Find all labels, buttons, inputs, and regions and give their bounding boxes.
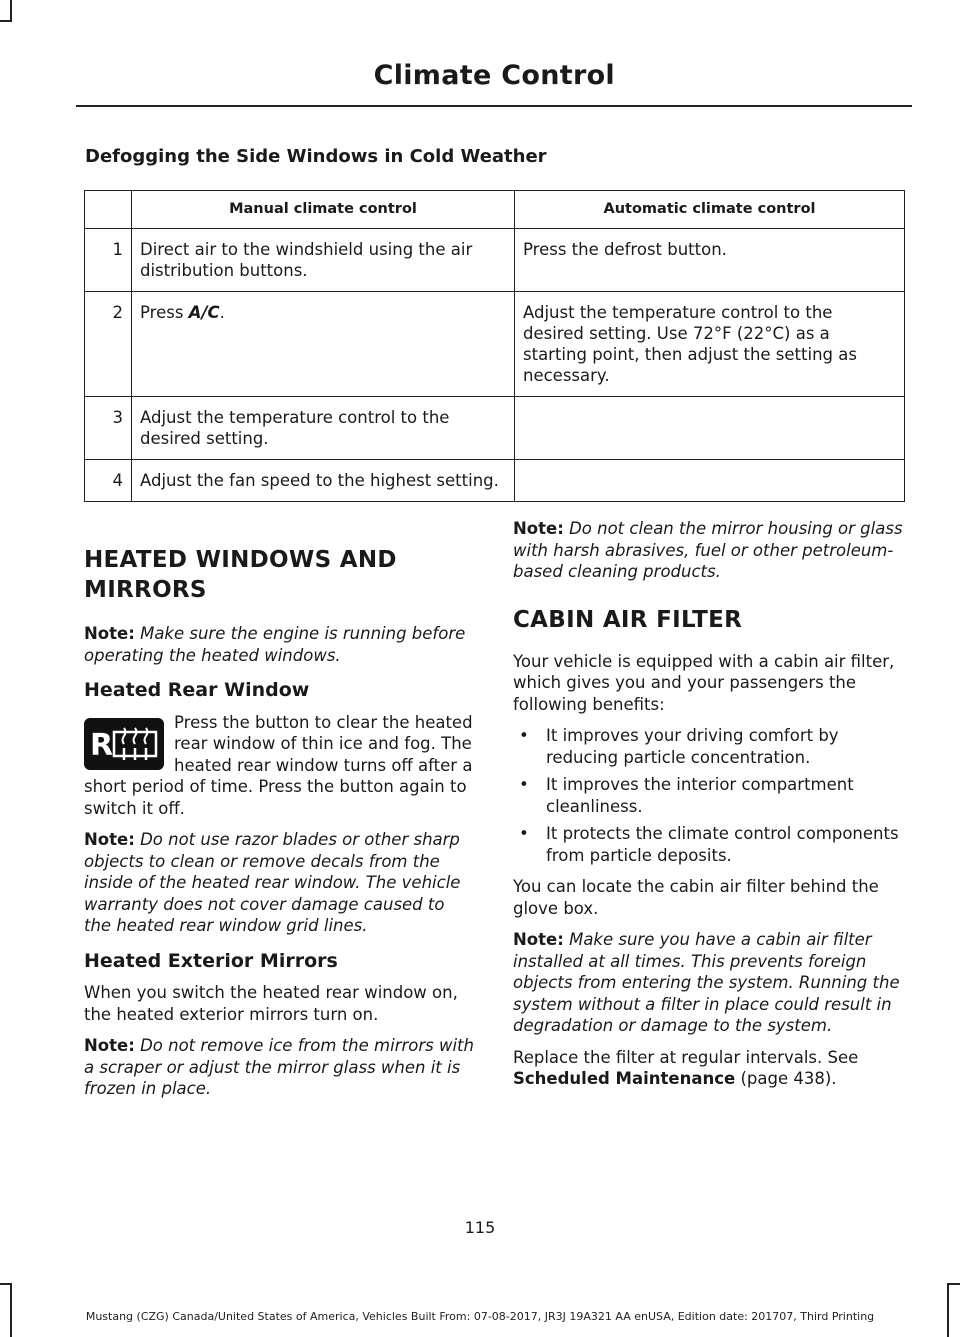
note-label: Note: [513, 519, 564, 538]
row-manual-prefix: Press [140, 303, 189, 322]
heated-title [84, 545, 476, 605]
row-number: 4 [85, 460, 132, 502]
table-row [85, 229, 905, 292]
list-item-text: It protects the climate control components from particle deposits. [546, 824, 899, 865]
table-header-manual: Manual climate control [132, 191, 515, 229]
row-number: 2 [85, 292, 132, 397]
heated-title-line1: HEATED WINDOWS AND [84, 547, 397, 573]
heated-exterior-mirrors-title: Heated Exterior Mirrors [84, 949, 338, 972]
table-row [85, 292, 905, 397]
rear-defrost-icon-graphic [84, 718, 164, 770]
note-mirror-ice [84, 1035, 476, 1100]
scheduled-maintenance-link[interactable]: Scheduled Maintenance [513, 1069, 736, 1088]
defog-table [84, 190, 905, 502]
section-title: Defogging the Side Windows in Cold Weather [85, 146, 547, 167]
list-item [513, 823, 908, 866]
table-header-row [85, 191, 905, 229]
row-automatic-cell [515, 397, 905, 460]
replace-prefix: Replace the filter at regular intervals. See [513, 1047, 859, 1067]
benefits-list [513, 725, 908, 866]
table-row [85, 460, 905, 502]
page-header-title: Climate Control [373, 60, 615, 91]
note-razor-blades [84, 829, 476, 937]
cabin-filter-intro: Your vehicle is equipped with a cabin air filter, which gives you and your passengers the following benefits: [513, 651, 895, 714]
crop-mark-bottom-right-h [947, 1283, 960, 1285]
note-label: Note: [84, 830, 135, 849]
note-engine-running [84, 623, 476, 666]
list-item-text: It improves the interior compartment cleanliness. [546, 775, 854, 816]
note-label: Note: [513, 930, 564, 949]
locate-filter-text: You can locate the cabin air filter behind the glove box. [513, 877, 879, 918]
bullet-dot: • [519, 775, 529, 794]
row-automatic-cell: Press the defrost button. [515, 229, 905, 292]
row-automatic-cell: Adjust the temperature control to the desired setting. Use 72°F (22°C) as a starting point, then adjust the setting as necessary. [515, 292, 905, 397]
bullet-dot: • [519, 824, 529, 843]
table-row [85, 397, 905, 460]
note-label: Note: [84, 624, 135, 643]
note-mirror-housing [513, 518, 908, 583]
heated-rear-window-title: Heated Rear Window [84, 679, 310, 701]
table-header-num [85, 191, 132, 229]
crop-mark-bottom-left-h [0, 1283, 12, 1285]
note-body: Do not remove ice from the mirrors with a scraper or adjust the mirror glass when it is frozen in place. [84, 1036, 474, 1098]
row-manual-cell: Adjust the temperature control to the desired setting. [132, 397, 515, 460]
note-filter-installed [513, 929, 908, 1037]
heated-rear-window-body: Press the button to clear the heated rear window of thin ice and fog. The heated rear window turns off after a short period of time. Press the button again to switch it off. [84, 712, 473, 818]
replace-suffix: (page 438). [735, 1069, 837, 1088]
table-header-automatic: Automatic climate control [515, 191, 905, 229]
crop-mark-top-left-h [0, 20, 12, 22]
heated-rear-window-text [84, 712, 476, 820]
replace-filter-text [513, 1047, 908, 1090]
note-body: Make sure you have a cabin air filter installed at all times. This prevents foreign objects from entering the system. Running the system without a filter in place could result in degradation or damage to the system. [513, 930, 900, 1035]
note-body: Make sure the engine is running before operating the heated windows. [84, 624, 466, 665]
right-column [513, 518, 908, 1100]
note-body: Do not clean the mirror housing or glass with harsh abrasives, fuel or other petroleum-based cleaning products. [513, 519, 903, 581]
row-manual-suffix: . [219, 303, 225, 322]
cabin-air-filter-title: CABIN AIR FILTER [513, 606, 743, 633]
row-number: 3 [85, 397, 132, 460]
header-rule [76, 105, 912, 107]
row-automatic-cell [515, 460, 905, 502]
ac-label: A/C [188, 303, 220, 322]
row-number: 1 [85, 229, 132, 292]
page-footer: Mustang (CZG) Canada/United States of America, Vehicles Built From: 07-08-2017, JR3J 19A321 AA enUSA, Edition date: 201707, Third Printing [85, 1310, 875, 1323]
heated-mirrors-text: When you switch the heated rear window on, the heated exterior mirrors turn on. [84, 983, 458, 1024]
rear-defrost-icon [84, 718, 164, 770]
left-column [84, 545, 476, 1110]
list-item [513, 774, 908, 817]
note-body: Do not use razor blades or other sharp objects to clean or remove decals from the inside of the heated rear window. The vehicle warranty does not cover damage caused to the heated rear window grid lines. [84, 830, 461, 935]
row-manual-cell [132, 292, 515, 397]
list-item [513, 725, 908, 768]
rear-defrost-icon-letter: R [90, 727, 114, 763]
note-label: Note: [84, 1036, 135, 1055]
row-manual-cell: Adjust the fan speed to the highest setting. [132, 460, 515, 502]
heated-title-line2: MIRRORS [84, 577, 207, 603]
list-item-text: It improves your driving comfort by reducing particle concentration. [546, 726, 839, 767]
crop-mark-top-left-v [10, 0, 12, 22]
row-manual-cell: Direct air to the windshield using the air distribution buttons. [132, 229, 515, 292]
page-number: 115 [464, 1218, 496, 1237]
bullet-dot: • [519, 726, 529, 745]
